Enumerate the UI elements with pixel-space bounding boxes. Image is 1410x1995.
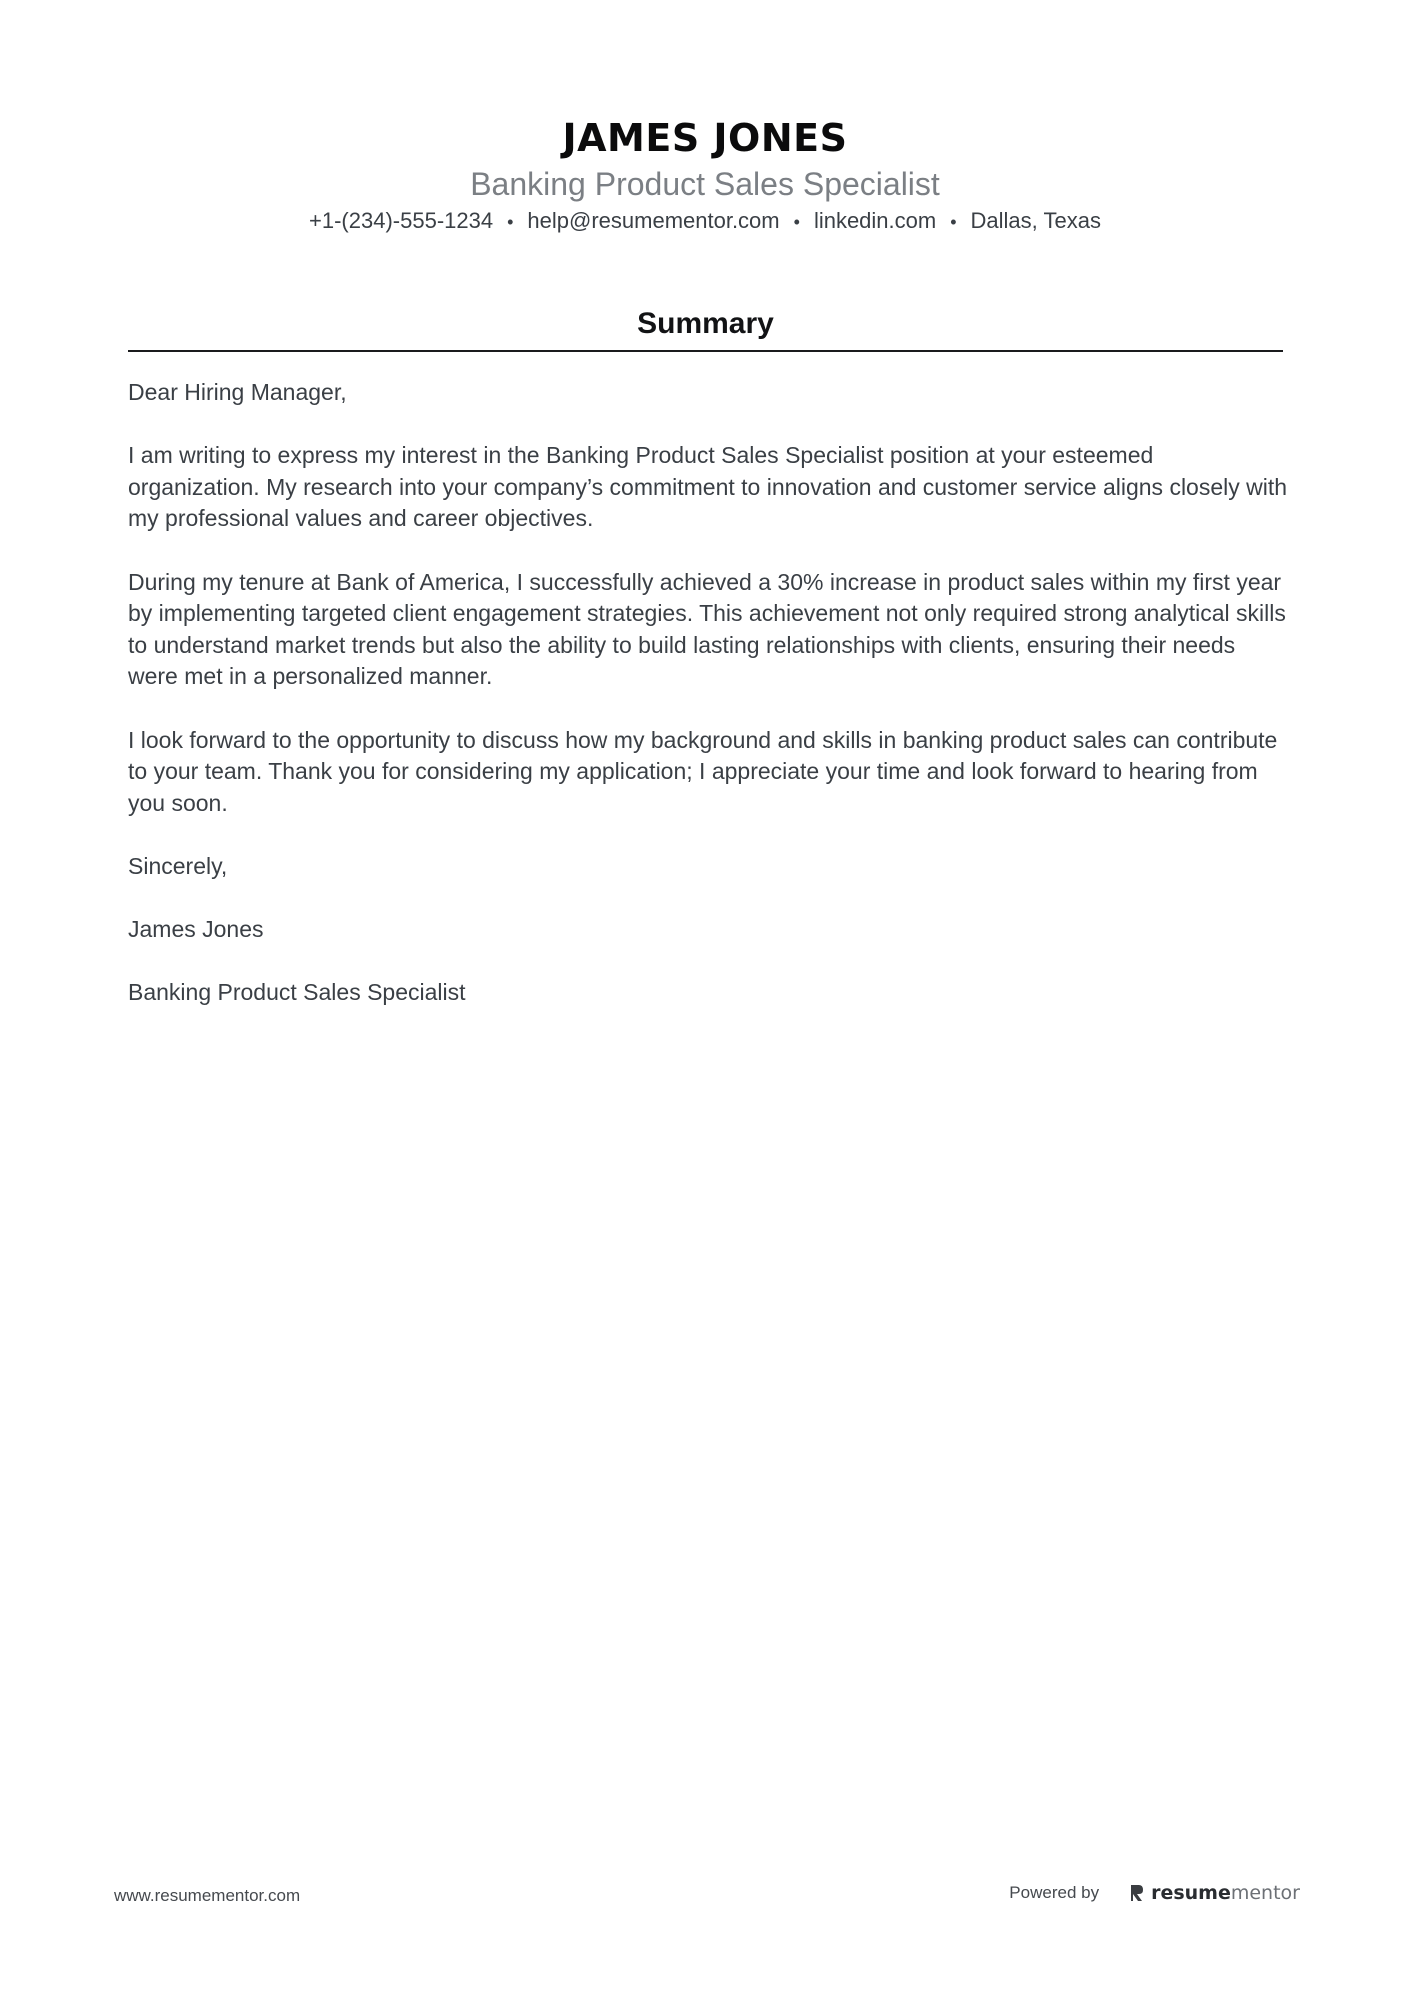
brand-wordmark-part1: resume xyxy=(1151,1882,1231,1904)
powered-by-label: Powered by xyxy=(1009,1883,1100,1902)
letter-closing: Sincerely, xyxy=(128,852,228,879)
contact-location: Dallas, Texas xyxy=(970,208,1101,233)
footer-website[interactable]: www.resumementor.com xyxy=(114,1886,301,1905)
signature-name: James Jones xyxy=(128,916,264,943)
contact-email[interactable]: help@resumementor.com xyxy=(527,208,780,233)
contact-separator: • xyxy=(507,212,514,232)
letter-paragraph: I look forward to the opportunity to discuss how my background and skills in banking product sales can contribute to your team. Thank you for considering my application; I appreciate your time and look forward to hearing from you soon. xyxy=(128,726,1278,816)
brand-logo[interactable] xyxy=(1129,1882,1300,1904)
contact-linkedin[interactable]: linkedin.com xyxy=(813,208,937,233)
contact-phone: +1-(234)-555-1234 xyxy=(309,208,494,233)
letter-greeting: Dear Hiring Manager, xyxy=(128,379,347,405)
letter-paragraph: During my tenure at Bank of America, I successfully achieved a 30% increase in product sales within my first year by implementing targeted client engagement strategies. This achievement not only required strong analytical skills to understand market trends but also the ability to build lasting relationships with clients, ensuring their needs were met in a personalized manner. xyxy=(128,568,1286,690)
contact-separator: • xyxy=(950,212,957,232)
candidate-name: JAMES JONES xyxy=(562,116,848,160)
contact-line xyxy=(0,206,1410,237)
candidate-title: Banking Product Sales Specialist xyxy=(470,166,940,202)
brand-wordmark-part2: mentor xyxy=(1230,1882,1300,1904)
contact-separator: • xyxy=(793,212,800,232)
letter-paragraph: I am writing to express my interest in the Banking Product Sales Specialist position at your esteemed organization. My research into your company’s commitment to innovation and customer service aligns closely with my professional values and career objectives. xyxy=(128,442,1288,532)
signature-title: Banking Product Sales Specialist xyxy=(128,979,466,1006)
resume-header xyxy=(0,112,1410,237)
section-divider xyxy=(128,350,1283,352)
footer-brand-area xyxy=(1009,1882,1300,1904)
brand-mark-icon xyxy=(1129,1883,1145,1903)
section-title-summary: Summary xyxy=(637,307,774,340)
letter-body xyxy=(128,377,1288,1040)
brand-wordmark xyxy=(1151,1882,1300,1904)
